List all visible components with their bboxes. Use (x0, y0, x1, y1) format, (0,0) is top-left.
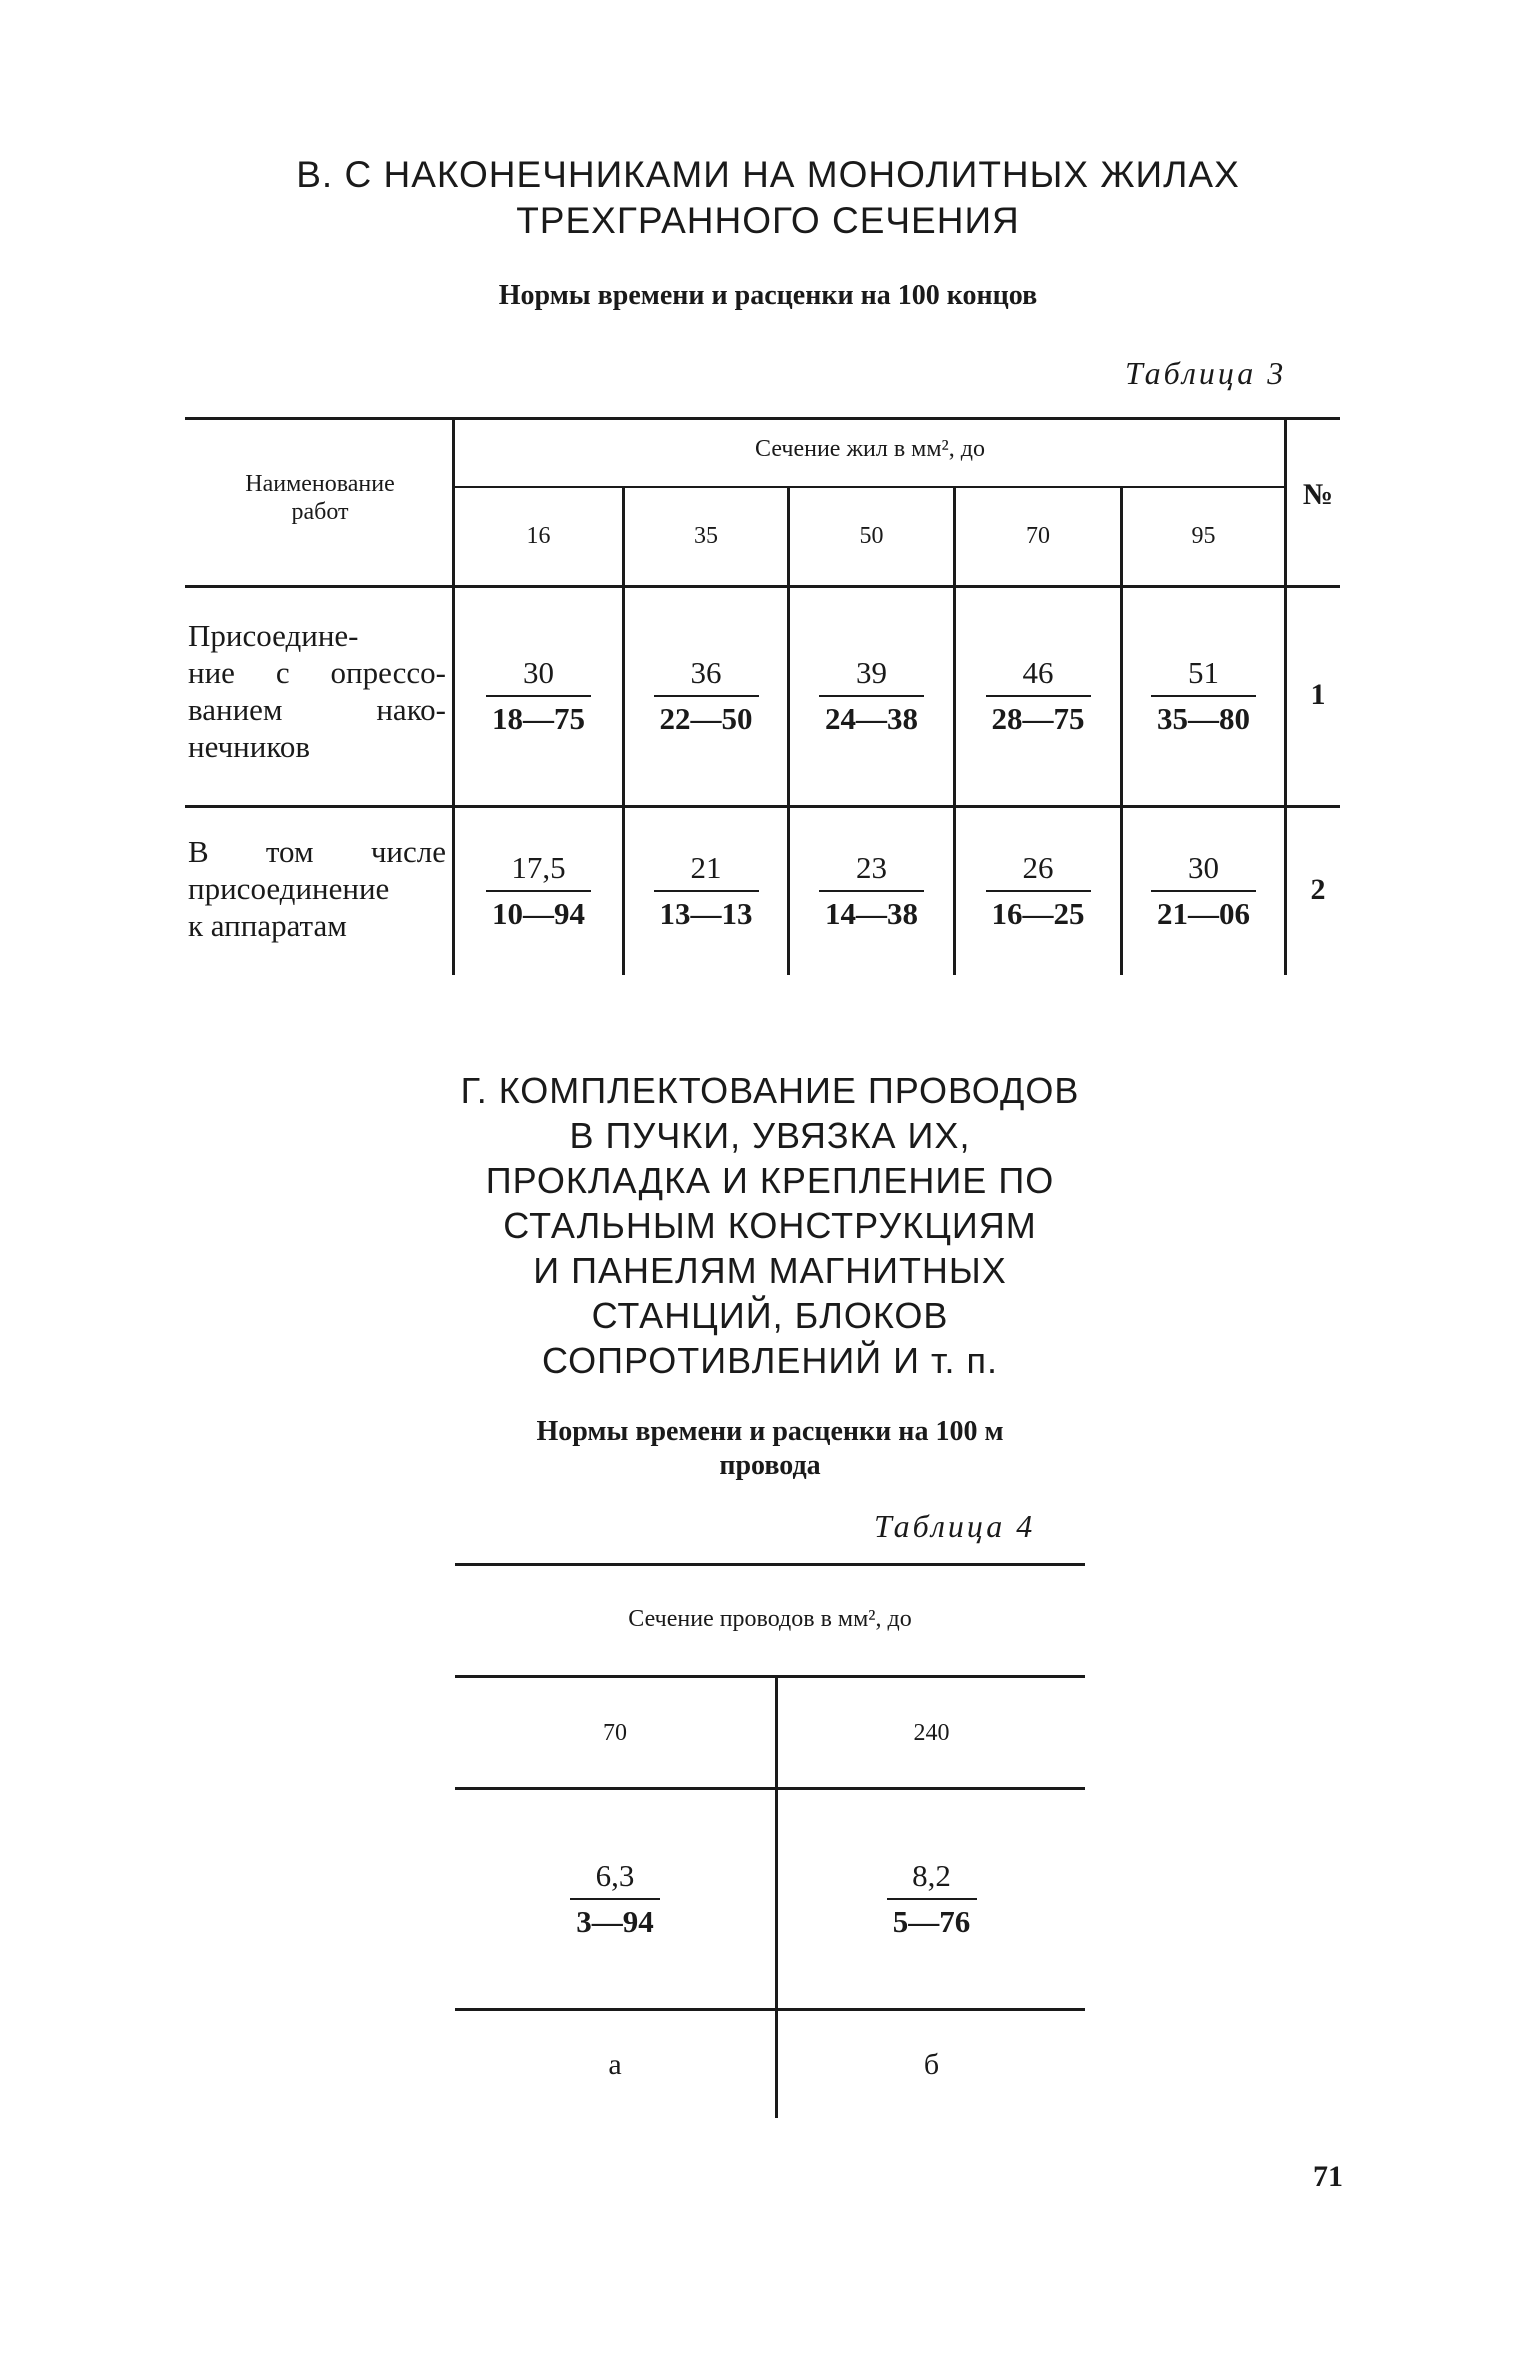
section-v-title-line1: В. С НАКОНЕЧНИКАМИ НА МОНОЛИТНЫХ ЖИЛАХ (296, 154, 1240, 195)
table-4-cell-240 (778, 1856, 1085, 1942)
cell-rate: 24—38 (825, 701, 918, 736)
row-2-number: 2 (1310, 873, 1326, 906)
cell-norm: 30 (523, 655, 554, 690)
cell-rate: 35—80 (1157, 701, 1250, 736)
section-g-title (430, 1068, 1110, 1383)
cell-rate: 16—25 (991, 896, 1085, 931)
cell-rate: 28—75 (991, 701, 1085, 736)
section-g-title-line: Г. КОМПЛЕКТОВАНИЕ ПРОВОДОВ (460, 1070, 1080, 1111)
cell-rate: 13—13 (659, 896, 753, 931)
section-g-title-line: В ПУЧКИ, УВЯЗКА ИХ, (569, 1115, 971, 1156)
row-1-label-line: ванием нако- (188, 692, 446, 727)
section-g-title-line: СТАНЦИЙ, БЛОКОВ (591, 1295, 949, 1336)
table-3-name-header (190, 470, 450, 526)
table-4-group-header: Сечение проводов в мм², до (628, 1606, 912, 1632)
table-3-vline (1284, 420, 1287, 975)
fraction-bar (986, 695, 1091, 697)
table-4-group-rule (455, 1675, 1085, 1678)
cell-norm: 17,5 (511, 850, 566, 885)
section-g-title-line: ПРОКЛАДКА И КРЕПЛЕНИЕ ПО (485, 1160, 1055, 1201)
column-letter-a: а (608, 2048, 622, 2081)
table-4-caption: Таблица 4 (874, 1508, 1036, 1544)
col-header-95: 95 (1191, 523, 1216, 549)
cell-rate: 3—94 (576, 1904, 654, 1939)
row-2-cell-35 (625, 848, 787, 934)
section-v-subtitle: Нормы времени и расценки на 100 концов (498, 280, 1038, 311)
col-header-16: 16 (526, 523, 551, 549)
section-g-title-line: СТАЛЬНЫМ КОНСТРУКЦИЯМ (503, 1205, 1037, 1246)
section-g-subtitle-line2: провода (719, 1450, 821, 1481)
row-2-label-line: к аппаратам (188, 908, 347, 943)
row-2-cell-95 (1123, 848, 1284, 934)
cell-rate: 22—50 (659, 701, 753, 736)
row-1-cell-50 (790, 653, 953, 739)
column-letter-b: б (923, 2048, 940, 2081)
col-header-50: 50 (859, 523, 884, 549)
row-2-cell-70 (956, 848, 1120, 934)
table-3-num-header: № (1302, 478, 1334, 511)
cell-norm: 6,3 (595, 1858, 635, 1893)
fraction-bar (819, 695, 924, 697)
fraction-bar (887, 1898, 977, 1900)
col-header-240: 240 (913, 1720, 950, 1746)
table-4-top-rule (455, 1563, 1085, 1566)
section-g-title-line: СОПРОТИВЛЕНИЙ И т. п. (541, 1340, 999, 1381)
table-3-caption: Таблица 3 (1125, 355, 1287, 391)
name-header-line1: Наименование (245, 471, 395, 497)
page-number: 71 (1313, 2160, 1343, 2193)
cell-norm: 46 (1022, 655, 1054, 690)
cell-norm: 26 (1022, 850, 1054, 885)
fraction-bar (1151, 890, 1256, 892)
row-1-cell-95 (1123, 653, 1284, 739)
fraction-bar (486, 695, 591, 697)
row-2-label-line: В том числе (188, 834, 446, 869)
cell-rate: 21—06 (1157, 896, 1250, 931)
row-1-label-line: Присоедине- (188, 618, 359, 653)
cell-norm: 51 (1188, 655, 1219, 690)
row-1-number: 1 (1310, 678, 1326, 711)
row-2-cell-50 (790, 848, 953, 934)
col-header-70: 70 (1026, 523, 1050, 549)
row-1-label-line: нечников (188, 729, 310, 764)
table-4-data-rule (455, 2008, 1085, 2011)
cell-norm: 21 (690, 850, 722, 885)
section-g-title-line: И ПАНЕЛЯМ МАГНИТНЫХ (533, 1250, 1007, 1291)
fraction-bar (986, 890, 1091, 892)
table-3-top-rule (185, 417, 1340, 420)
section-g-subtitle-line1: Нормы времени и расценки на 100 м (536, 1416, 1004, 1447)
name-header-line2: работ (291, 499, 349, 525)
table-3-group-rule (455, 486, 1285, 488)
row-1-cell-35 (625, 653, 787, 739)
cell-norm: 8,2 (912, 1858, 951, 1893)
row-1-cell-16 (455, 653, 622, 739)
cell-rate: 18—75 (492, 701, 585, 736)
table-4-header-rule (455, 1787, 1085, 1790)
table-3-group-header: Сечение жил в мм², до (755, 436, 985, 462)
row-1-cell-70 (956, 653, 1120, 739)
fraction-bar (570, 1898, 660, 1900)
fraction-bar (654, 890, 759, 892)
table-3-row-rule (185, 805, 1340, 808)
fraction-bar (1151, 695, 1256, 697)
fraction-bar (819, 890, 924, 892)
table-3-header-rule (185, 585, 1340, 588)
cell-rate: 10—94 (492, 896, 585, 931)
row-1-label-line: ние с опрессо- (188, 655, 446, 690)
fraction-bar (654, 695, 759, 697)
row-1-label (188, 617, 446, 765)
section-v-title-line2: ТРЕХГРАННОГО СЕЧЕНИЯ (516, 200, 1020, 241)
cell-norm: 36 (690, 655, 722, 690)
fraction-bar (486, 890, 591, 892)
section-g-subtitle (440, 1415, 1100, 1483)
cell-rate: 5—76 (892, 1904, 971, 1939)
cell-norm: 30 (1188, 850, 1219, 885)
row-2-label-line: присоединение (188, 871, 390, 906)
row-2-cell-16 (455, 848, 622, 934)
cell-norm: 39 (856, 655, 887, 690)
table-4-cell-70 (455, 1856, 775, 1942)
col-header-70: 70 (603, 1720, 627, 1746)
cell-norm: 23 (856, 850, 887, 885)
col-header-35: 35 (694, 523, 718, 549)
row-2-label (188, 833, 446, 944)
cell-rate: 14—38 (825, 896, 918, 931)
